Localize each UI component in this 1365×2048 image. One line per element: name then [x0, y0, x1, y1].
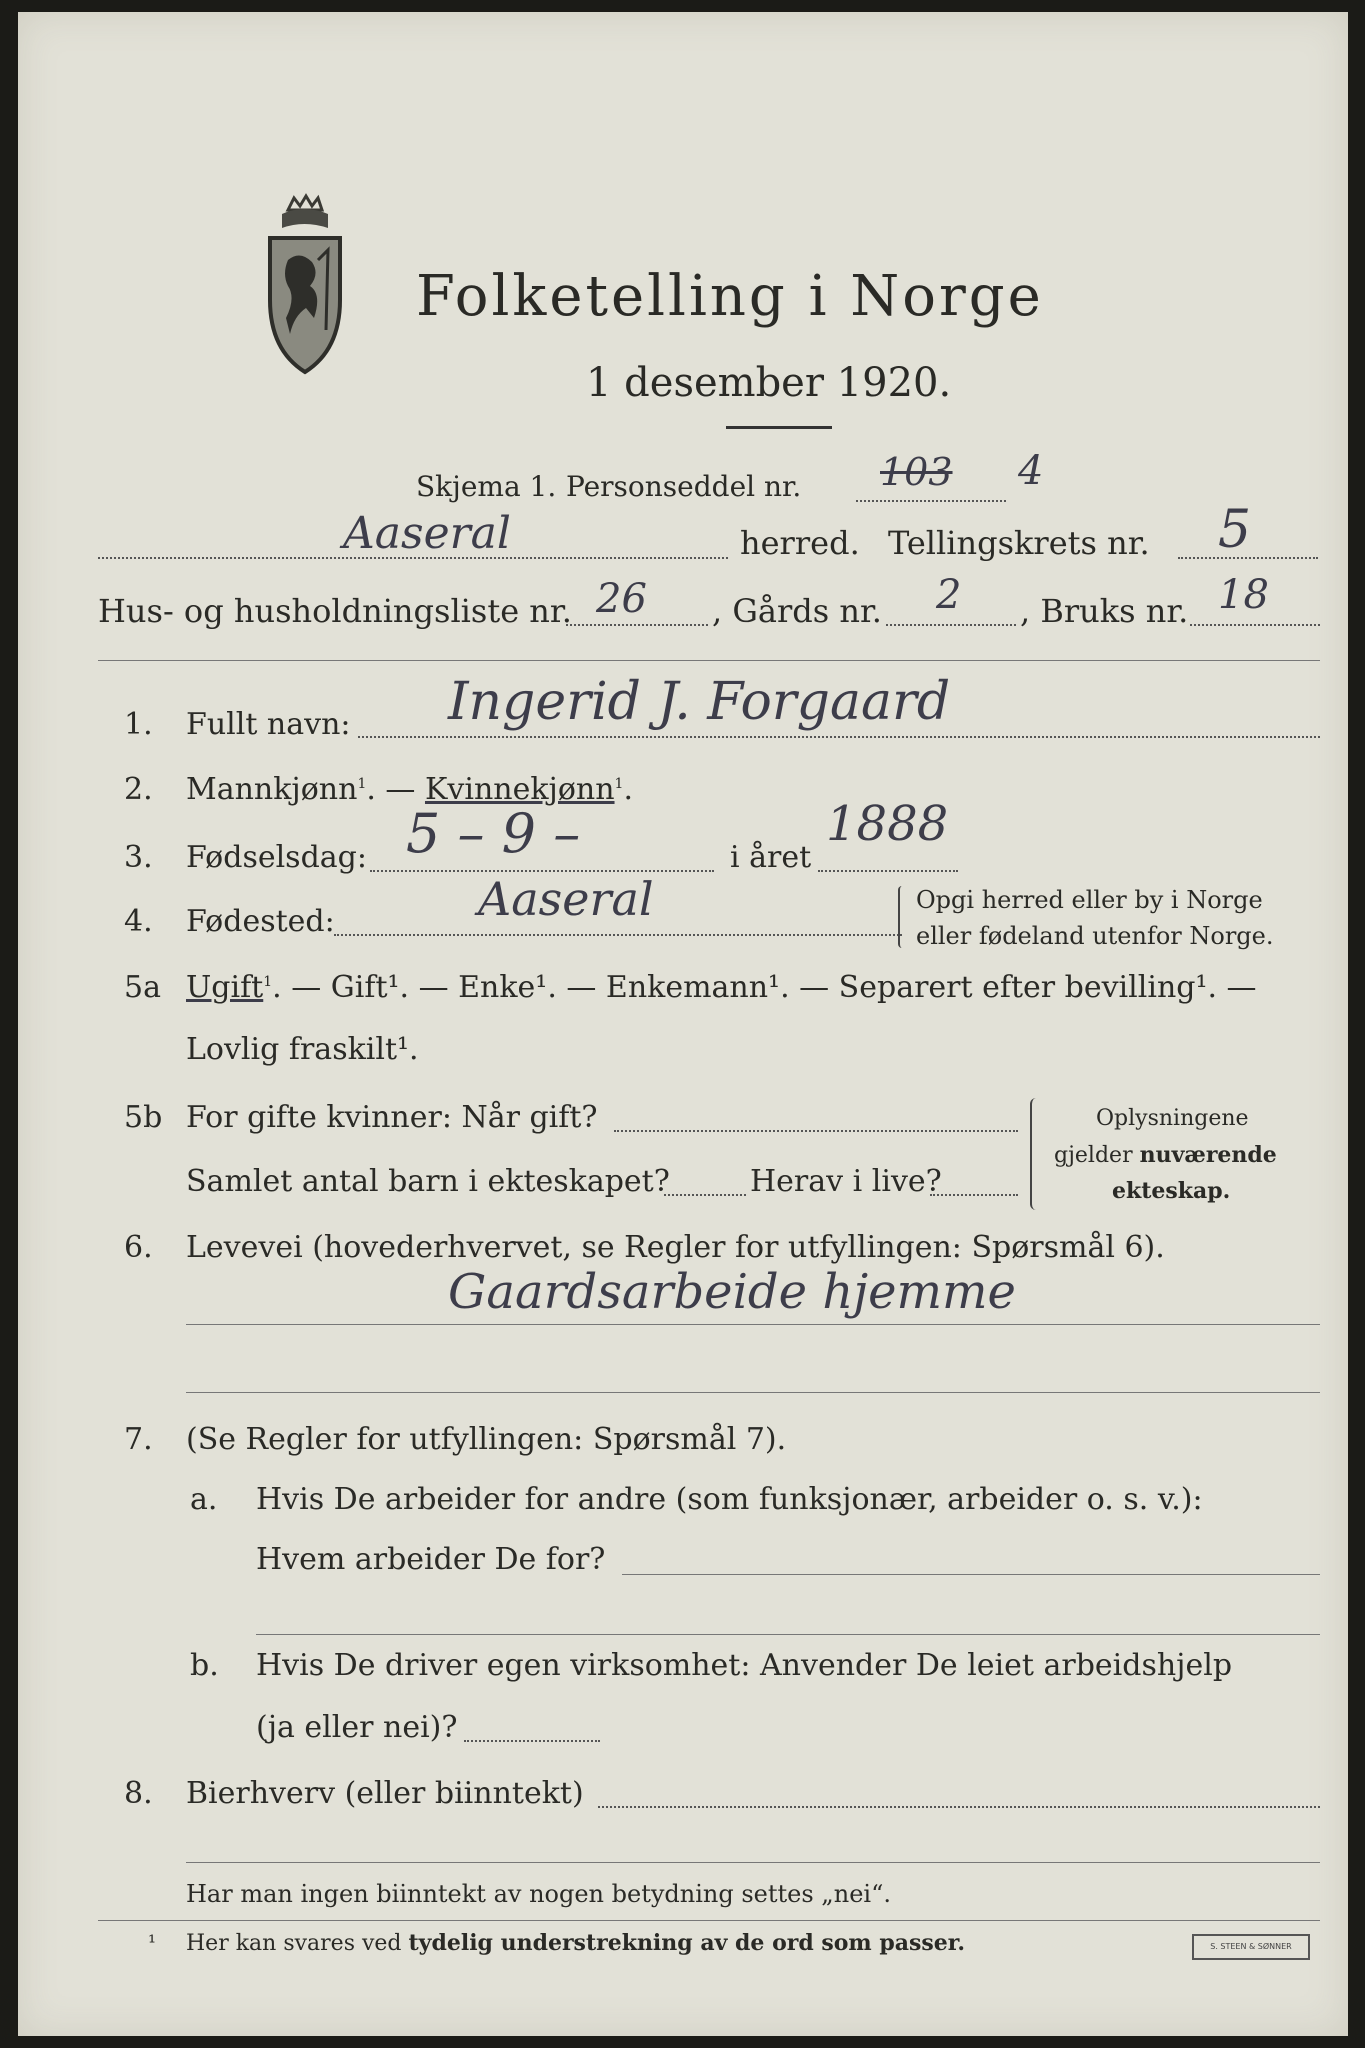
footnote-text [186, 1930, 965, 1956]
printer-stamp [1192, 1934, 1310, 1960]
q8-number: 8. [124, 1776, 153, 1811]
q4-note-line1: Opgi herred eller by i Norge [916, 886, 1263, 914]
q2-options: Mannkjønn$^1$. — Kvinnekjønn$^1$. [186, 772, 633, 807]
q7a-answer-line1 [622, 1574, 1320, 1575]
liste-label: Hus- og husholdningsliste nr. [98, 592, 572, 630]
gards-line [886, 624, 1016, 626]
personseddel-value: 4 [1018, 448, 1044, 494]
q6-answer-line1 [186, 1324, 1320, 1325]
krets-label: Tellingskrets nr. [888, 524, 1150, 562]
liste-line [566, 624, 708, 626]
q8-answer-line [598, 1806, 1320, 1808]
q4-brace [898, 886, 906, 948]
personseddel-label: Personseddel nr. [566, 470, 802, 503]
title-divider [726, 426, 832, 429]
q1-label: Fullt navn: [186, 707, 351, 742]
q6-value: Gaardsarbeide hjemme [448, 1264, 1016, 1320]
q5a-other-options: . — Gift¹. — Enke¹. — Enkemann¹. — Separert efter bevilling¹. — [272, 970, 1257, 1005]
q7-number: 7. [124, 1422, 153, 1457]
gards-label: , Gårds nr. [712, 592, 882, 630]
q5b-alive-line [930, 1194, 1018, 1196]
footnote-divider [98, 1920, 1320, 1921]
q4-value: Aaseral [478, 872, 654, 926]
q7a-line1: Hvis De arbeider for andre (som funksjonær, arbeider o. s. v.): [256, 1482, 1203, 1517]
q7-label: (Se Regler for utfyllingen: Spørsmål 7). [186, 1422, 787, 1457]
q5a-ugift-option: Ugift [186, 970, 264, 1005]
q5b-line2b: Herav i live? [750, 1164, 942, 1199]
q3-number: 3. [124, 840, 153, 875]
schema-label: Skjema 1. [416, 470, 557, 503]
q5a-options: Ugift$^1$. — Gift¹. — Enke¹. — Enkemann¹. — Separert efter bevilling¹. — [186, 970, 1257, 1005]
q5b-note-nuvaerende: nuværende [1139, 1142, 1277, 1168]
q5b-children-line [664, 1194, 746, 1196]
q3-year-line [818, 870, 958, 872]
q8-answer-line2 [186, 1862, 1320, 1863]
q4-label: Fødested: [186, 904, 335, 939]
herred-value: Aaseral [343, 508, 511, 559]
q5a-number: 5a [124, 970, 161, 1005]
q2-number: 2. [124, 772, 153, 807]
printer-stamp-text: S. STEEN & SØNNER [1210, 1942, 1292, 1951]
q7a-letter: a. [190, 1482, 218, 1517]
q7b-line1: Hvis De driver egen virksomhet: Anvender De leiet arbeidshjelp [256, 1648, 1233, 1683]
q5b-note-gjelder: gjelder [1054, 1143, 1133, 1168]
q3-label: Fødselsdag: [186, 840, 367, 875]
q6-label: Levevei (hovederhvervet, se Regler for utfyllingen: Spørsmål 6). [186, 1230, 1165, 1265]
liste-value: 26 [596, 576, 647, 622]
q8-label: Bierhverv (eller biinntekt) [186, 1776, 584, 1811]
herred-label: herred. [740, 524, 860, 562]
q3-value: 5 – 9 – [406, 802, 581, 865]
q5b-note-line1: Oplysningene [1096, 1106, 1249, 1131]
q1-line [358, 736, 1320, 738]
footnote-text-bold: tydelig understrekning av de ord som passer. [408, 1930, 966, 1956]
bruks-value: 18 [1218, 572, 1269, 618]
q4-note-line2: eller fødeland utenfor Norge. [916, 922, 1274, 950]
q5b-married-line [614, 1130, 1018, 1132]
q2-female-option: Kvinnekjønn [424, 772, 615, 807]
income-note: Har man ingen biinntekt av nogen betydning settes „nei“. [186, 1880, 891, 1908]
q6-answer-line2 [186, 1392, 1320, 1393]
footnote-mark: ¹ [148, 1930, 157, 1954]
coat-of-arms-emblem [248, 190, 358, 380]
census-form [18, 12, 1348, 2036]
krets-value: 5 [1218, 500, 1252, 560]
q1-number: 1. [124, 707, 153, 742]
q7b-answer-line [464, 1740, 600, 1742]
q2-separator: . — [366, 772, 416, 807]
q3-year-label: i året [730, 840, 812, 875]
q6-number: 6. [124, 1230, 153, 1265]
q5b-note-line2 [1054, 1142, 1277, 1168]
q7a-line2: Hvem arbeider De for? [256, 1542, 606, 1577]
q5b-number: 5b [124, 1100, 163, 1135]
bruks-line [1190, 624, 1320, 626]
q2-male-option: Mannkjønn [186, 772, 358, 807]
q7b-line2: (ja eller nei)? [256, 1710, 458, 1745]
form-title: Folketelling i Norge [416, 264, 1044, 329]
q5a-fraskilt: Lovlig fraskilt¹. [186, 1032, 419, 1067]
personseddel-struck: 103 [880, 450, 953, 494]
q7b-letter: b. [190, 1648, 219, 1683]
q5b-line1: For gifte kvinner: Når gift? [186, 1100, 598, 1135]
footnote-text-plain: Her kan svares ved [186, 1931, 402, 1956]
header-divider [98, 660, 1320, 661]
form-date: 1 desember 1920. [586, 360, 952, 406]
q3-year-value: 1888 [826, 796, 949, 852]
q4-number: 4. [124, 904, 153, 939]
q5b-line2a: Samlet antal barn i ekteskapet? [186, 1164, 670, 1199]
q2-end: . [623, 772, 633, 807]
personseddel-line [856, 500, 1006, 502]
gards-value: 2 [936, 572, 962, 618]
q1-value: Ingerid J. Forgaard [448, 672, 951, 732]
q5b-brace [1030, 1098, 1040, 1210]
bruks-label: , Bruks nr. [1020, 592, 1189, 630]
q7a-answer-line2 [256, 1634, 1320, 1635]
q4-line [334, 934, 902, 936]
q5b-note-line3: ekteskap. [1112, 1178, 1231, 1204]
